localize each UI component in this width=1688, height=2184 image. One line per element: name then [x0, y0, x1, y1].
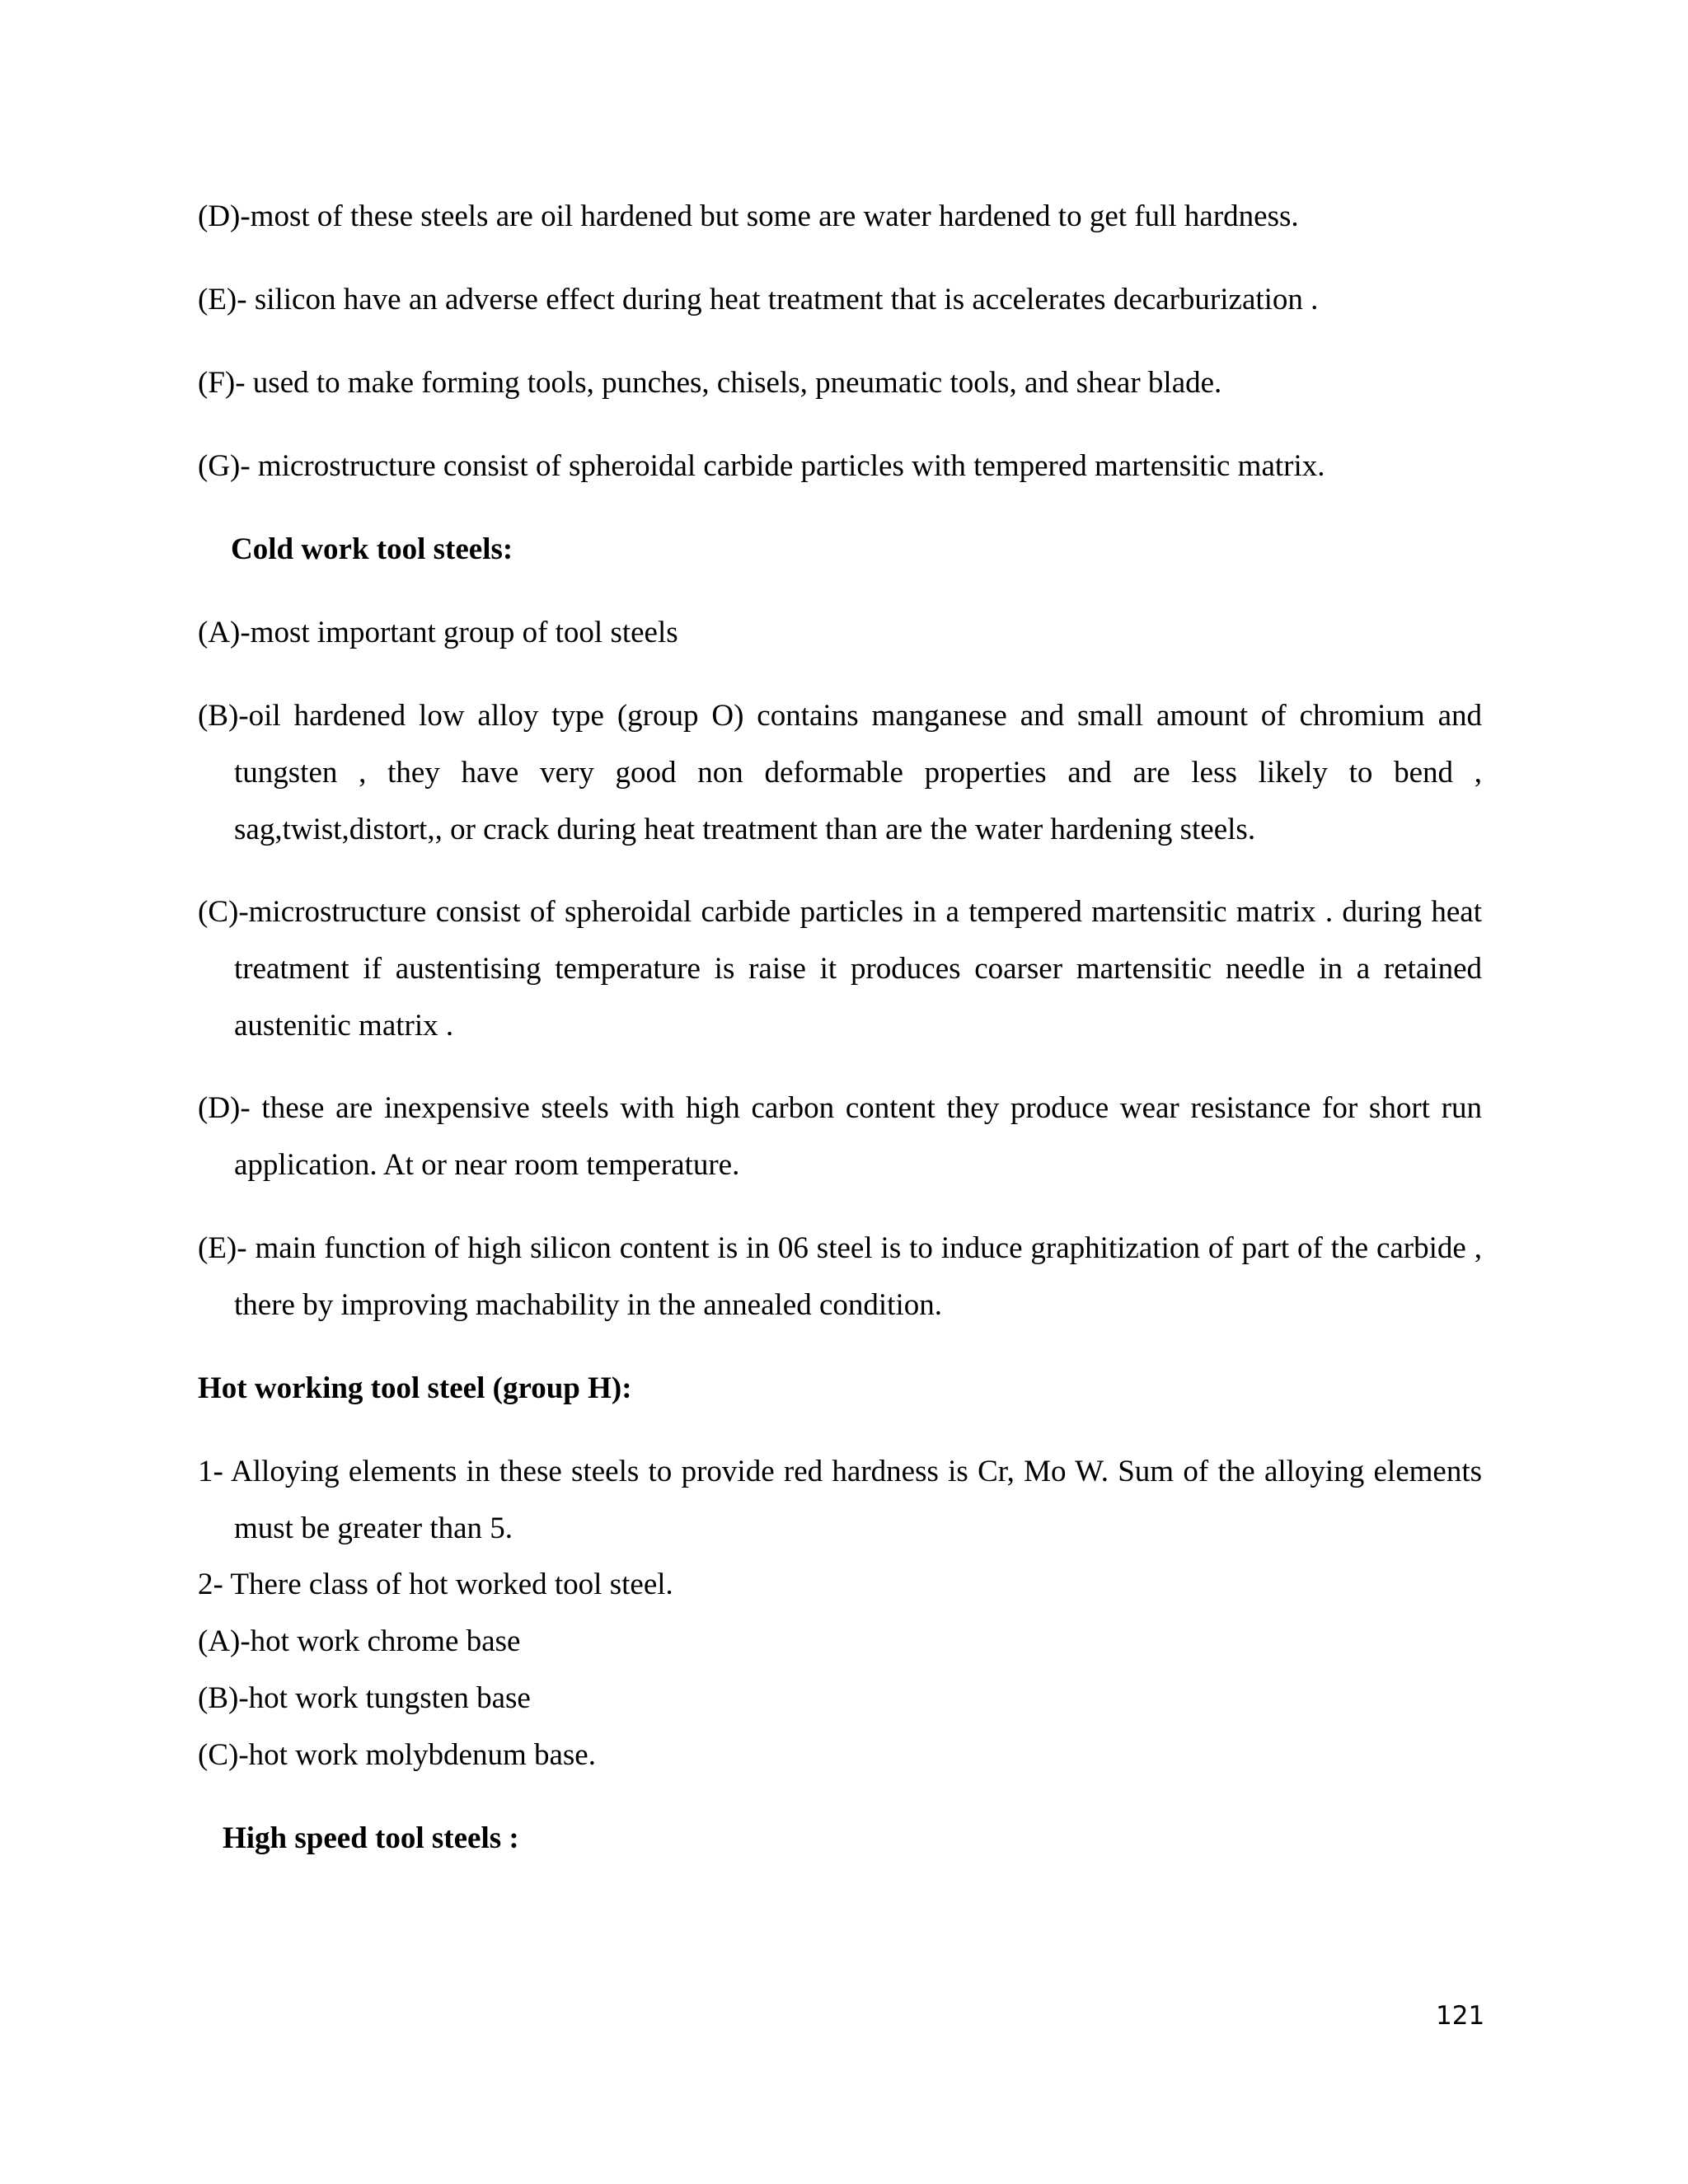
cold-work-item-e: (E)- main function of high silicon content is in 06 steel is to induce graphitization of part of the carbide , there by improving machability in the annealed condition.	[198, 1231, 1482, 1322]
heading-hot-work: Hot working tool steel (group H):	[198, 1371, 632, 1405]
paragraph-g-microstructure: (G)- microstructure consist of spheroidal carbide particles with tempered martensitic matrix.	[198, 449, 1325, 483]
hot-work-item-1: 1- Alloying elements in these steels to provide red hardness is Cr, Mo W. Sum of the alloying elements must be greater than 5.	[198, 1455, 1482, 1545]
page-number: 121	[1436, 2001, 1485, 2031]
heading-cold-work: Cold work tool steels:	[231, 532, 513, 566]
paragraph-f-forming-tools: (F)- used to make forming tools, punches, chisels, pneumatic tools, and shear blade.	[198, 366, 1222, 400]
hot-work-item-a: (A)-hot work chrome base	[198, 1624, 521, 1658]
cold-work-item-c: (C)-microstructure consist of spheroidal carbide particles in a tempered martensitic matrix . during heat treatment if austentising temperature is raise it produces coarser martensitic needle in a retained austenitic matrix .	[198, 895, 1482, 1043]
hot-work-item-2: 2- There class of hot worked tool steel.	[198, 1568, 673, 1601]
cold-work-item-b: (B)-oil hardened low alloy type (group O) contains manganese and small amount of chromium and tungsten , they have very good non deformable properties and are less likely to bend , sag,twist,distort,, or crack during heat treatment than are the water hardening steels.	[198, 699, 1482, 846]
hot-work-item-b: (B)-hot work tungsten base	[198, 1681, 531, 1715]
hot-work-item-c: (C)-hot work molybdenum base.	[198, 1738, 596, 1772]
heading-high-speed: High speed tool steels :	[223, 1821, 519, 1855]
cold-work-item-d: (D)- these are inexpensive steels with high carbon content they produce wear resistance for short run application. At or near room temperature.	[198, 1091, 1482, 1182]
paragraph-d-oil-hardened: (D)-most of these steels are oil hardened but some are water hardened to get full hardness.	[198, 199, 1299, 233]
paragraph-e-silicon: (E)- silicon have an adverse effect during heat treatment that is accelerates decarburization .	[198, 283, 1319, 316]
cold-work-item-a: (A)-most important group of tool steels	[198, 616, 678, 649]
